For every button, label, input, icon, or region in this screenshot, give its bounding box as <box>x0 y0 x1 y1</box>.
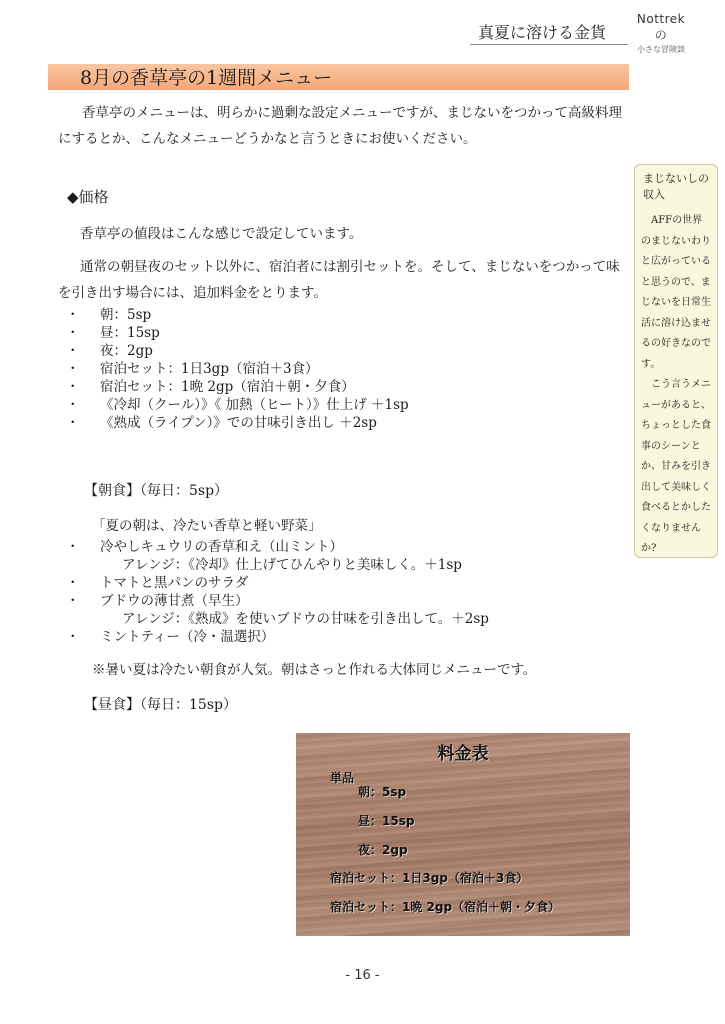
menu-item-name: ミントティー（冷・温選択） <box>100 629 275 645</box>
price-board-line: 昼：15sp <box>358 814 415 828</box>
list-item: ・ 昼：15sp <box>58 324 618 342</box>
header-title: 真夏に溶ける金貨 <box>478 23 607 42</box>
intro-paragraph <box>58 100 628 152</box>
list-item: ・ 宿泊セット：1晩 2gp（宿泊＋朝・夕食） <box>58 378 618 396</box>
list-item: ・ 《冷却（クール）》《 加熱（ヒート）》仕上げ ＋1sp <box>58 396 618 414</box>
menu-item-arrange: アレンジ：《熟成》を使いブドウの甘味を引き出して。＋2sp <box>122 611 489 627</box>
lunch-heading: 【昼食】（毎日：15sp） <box>84 697 237 713</box>
breakfast-heading: 【朝食】（毎日：5sp） <box>84 483 229 499</box>
price-board-set: 宿泊セット：1日3gp（宿泊＋3食） <box>330 871 529 885</box>
list-item <box>58 538 618 574</box>
price-discount-paragraph: 通常の朝昼夜のセット以外に、宿泊者には割引セットを。そして、まじないをつかって味を引き出す場合には、追加料金をとります。 <box>58 259 620 301</box>
menu-item-arrange: アレンジ：《冷却》仕上げてひんやりと美味しく。＋1sp <box>122 557 462 573</box>
price-board-set: 宿泊セット：1晩 2gp（宿泊＋朝・夕食） <box>330 900 561 914</box>
list-item: ・ 夜：2gp <box>58 342 618 360</box>
breakfast-note: ※暑い夏は冷たい朝食が人気。朝はさっと作れる大体同じメニューです。 <box>92 662 537 678</box>
intro-text: 香草亭のメニューは、明らかに過剰な設定メニューですが、まじないをつかって高級料理にするとか、こんなメニューどうかなと言うときにお使いください。 <box>58 105 622 147</box>
sidebar-paragraph: AFFの世界のまじないわりと広がっていると思うので、まじないを日常生活に溶け込ませるの好きなのです。 <box>641 215 711 370</box>
sidebar-title: まじないしの収入 <box>643 172 709 201</box>
list-item <box>58 592 618 628</box>
menu-item-name: ブドウの薄甘煮（早生） <box>100 593 249 609</box>
price-board-category: 単品 <box>330 771 355 785</box>
price-board-line: 夜：2gp <box>358 843 408 857</box>
menu-item-name: 冷やしキュウリの香草和え（山ミント） <box>100 539 343 555</box>
price-description: 香草亭の値段はこんな感じで設定しています。 <box>80 226 363 242</box>
price-board-title: 料金表 <box>437 744 489 764</box>
list-item: ・ 朝：5sp <box>58 306 618 324</box>
list-item: ・ 宿泊セット：1日3gp（宿泊＋3食） <box>58 360 618 378</box>
list-item <box>58 574 618 592</box>
price-heading: ◆価格 <box>67 188 109 206</box>
list-item: ・ 《熟成（ライプン）》での甘味引き出し ＋2sp <box>58 414 618 432</box>
section-title: 8月の香草亭の1週間メニュー <box>80 67 333 89</box>
logo-bottom-text: 小さな冒険談 <box>637 45 685 54</box>
price-discount-text <box>58 254 628 306</box>
header-rule <box>470 44 628 45</box>
brand-logo <box>630 12 692 55</box>
price-board-image <box>296 733 630 936</box>
page-number: - 16 - <box>345 968 380 983</box>
sidebar-note <box>634 164 718 558</box>
menu-item-name: トマトと黒パンのサラダ <box>100 575 249 591</box>
breakfast-list <box>58 538 618 646</box>
price-board-line: 朝：5sp <box>358 785 407 799</box>
logo-top-text: Nottrek の <box>636 12 686 42</box>
list-item <box>58 628 618 646</box>
price-list <box>58 306 618 432</box>
sidebar-paragraph: こう言うメニューがあると、ちょっとした食事のシーンとか、甘みを引き出して美味しく食べるとかしたくなりませんか? <box>641 379 711 554</box>
breakfast-quote: 「夏の朝は、冷たい香草と軽い野菜」 <box>92 518 322 534</box>
